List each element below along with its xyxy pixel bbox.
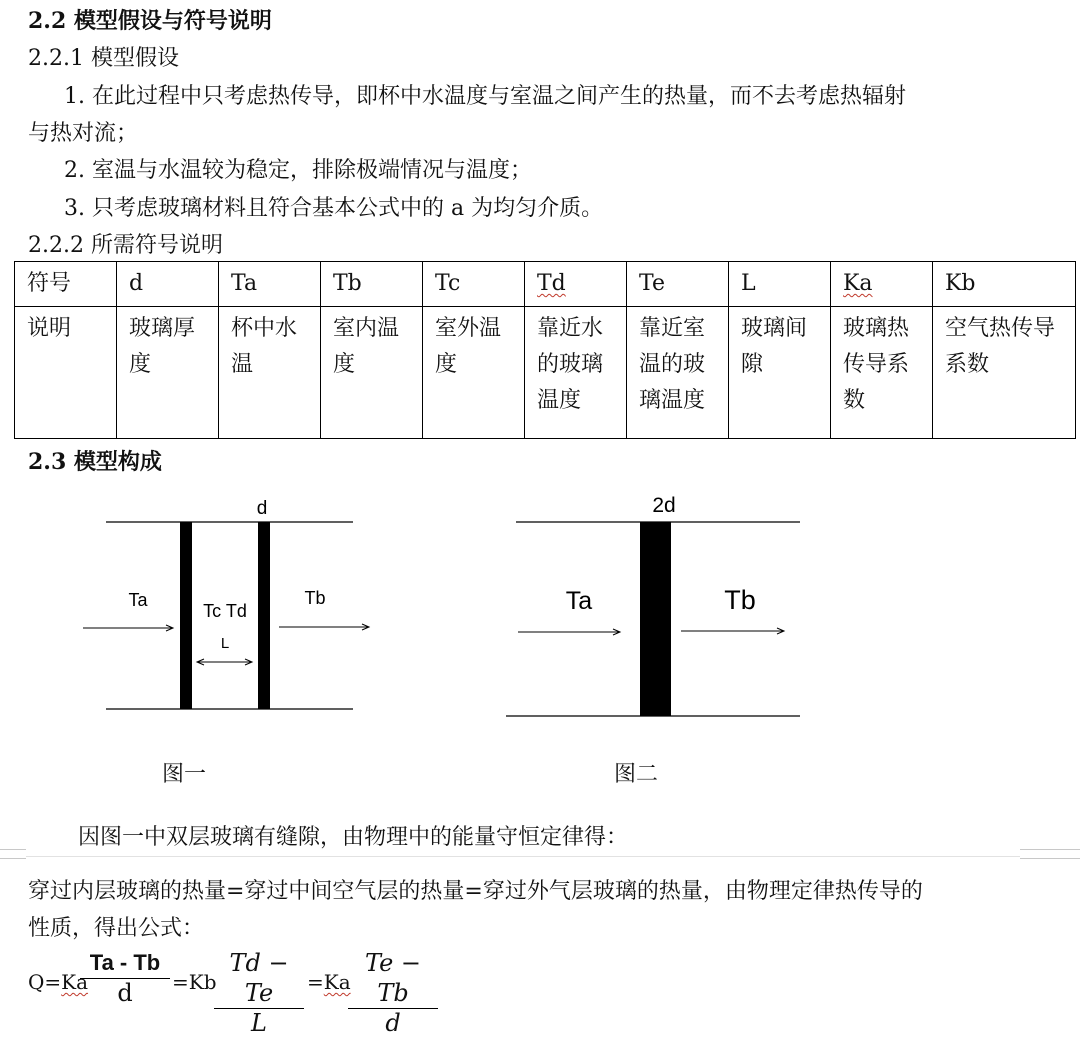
fraction-2-denominator: L — [251, 1009, 267, 1037]
table-cell: 空气热传导系数 — [933, 307, 1076, 439]
table-cell: 符号 — [15, 262, 117, 307]
descriptions-row — [15, 307, 1076, 439]
fraction-3-numerator: Te − Tb — [364, 949, 422, 1007]
gap-arrow-l — [197, 659, 252, 665]
table-cell — [831, 262, 933, 307]
formula-eq-kb: =Kb — [172, 970, 217, 994]
glass-pane-thick — [640, 522, 671, 716]
spellcheck-word: Td — [537, 271, 566, 296]
arrow-tb — [279, 624, 369, 630]
arrow-tb — [681, 628, 784, 634]
table-cell: L — [729, 262, 831, 307]
table-cell: 玻璃厚度 — [117, 307, 219, 439]
table-cell: 玻璃热传导系数 — [831, 307, 933, 439]
table-cell: Ta — [219, 262, 321, 307]
page-margin-marker-left — [0, 849, 26, 859]
assumption-3: 3. 只考虑玻璃材料且符合基本公式中的 a 为均匀介质。 — [64, 196, 604, 221]
table-cell: Tb — [321, 262, 423, 307]
formula-q: Q=Ka — [28, 970, 89, 994]
fraction-3 — [348, 948, 438, 1037]
table-cell: Tc — [423, 262, 525, 307]
label-tc-td: Tc Td — [203, 601, 247, 621]
spellcheck-word: Ka — [843, 271, 873, 296]
paragraph-heat-transfer-line1: 穿过内层玻璃的热量=穿过中间空气层的热量=穿过外气层玻璃的热量，由物理定律热传导的 — [28, 879, 923, 904]
fraction-2 — [214, 948, 304, 1037]
fraction-2-numerator: Td − Te — [229, 949, 289, 1007]
symbols-table — [14, 261, 1076, 439]
label-tb: Tb — [724, 585, 756, 615]
fraction-1-denominator: d — [117, 979, 133, 1007]
paragraph-energy-conservation: 因图一中双层玻璃有缝隙，由物理中的能量守恒定律得： — [78, 825, 629, 850]
page-break-line — [26, 856, 1020, 857]
figure-1-double-glass — [70, 478, 390, 723]
label-tb: Tb — [304, 588, 326, 608]
fraction-1 — [80, 948, 170, 1007]
glass-pane-outer — [258, 522, 270, 709]
table-cell: 靠近室温的玻璃温度 — [627, 307, 729, 439]
page-margin-marker-right — [1020, 849, 1080, 859]
section-title-2-3: 2.3 模型构成 — [28, 449, 162, 475]
table-cell: 靠近水的玻璃温度 — [525, 307, 627, 439]
figure-2-caption: 图二 — [614, 762, 659, 787]
glass-pane-inner — [180, 522, 192, 709]
section-title-2-2: 2.2 模型假设与符号说明 — [28, 8, 272, 34]
formula-eq-ka: =Ka — [307, 970, 351, 994]
assumption-2: 2. 室温与水温较为稳定，排除极端情况与温度； — [64, 158, 532, 183]
table-cell: 说明 — [15, 307, 117, 439]
paragraph-heat-transfer-line2: 性质，得出公式： — [28, 916, 205, 941]
table-cell: Te — [627, 262, 729, 307]
assumption-1-line1: 1. 在此过程中只考虑热传导，即杯中水温度与室温之间产生的热量，而不去考虑热辐射 — [64, 84, 906, 109]
table-cell: 杯中水温 — [219, 307, 321, 439]
symbols-row — [15, 262, 1076, 307]
spellcheck-word: Ka — [323, 970, 351, 994]
label-2d: 2d — [652, 494, 676, 517]
label-ta: Ta — [128, 590, 148, 610]
section-title-2-2-2: 2.2.2 所需符号说明 — [28, 233, 223, 258]
arrow-ta — [518, 629, 620, 635]
table-cell: 室内温度 — [321, 307, 423, 439]
arrow-ta — [83, 625, 173, 631]
assumption-1-line2: 与热对流； — [28, 121, 139, 146]
fraction-3-denominator: d — [385, 1009, 401, 1037]
label-l: L — [220, 635, 230, 652]
label-ta: Ta — [565, 587, 593, 615]
table-cell: d — [117, 262, 219, 307]
label-d: d — [256, 498, 268, 519]
table-cell: 玻璃间隙 — [729, 307, 831, 439]
figure-1-caption: 图一 — [162, 762, 207, 787]
table-cell: 室外温度 — [423, 307, 525, 439]
spellcheck-word: Ka — [61, 970, 89, 994]
figure-2-single-glass — [500, 478, 810, 723]
fraction-1-numerator: Ta - Tb — [89, 950, 161, 975]
section-title-2-2-1: 2.2.1 模型假设 — [28, 46, 179, 71]
table-cell — [525, 262, 627, 307]
table-cell: Kb — [933, 262, 1076, 307]
